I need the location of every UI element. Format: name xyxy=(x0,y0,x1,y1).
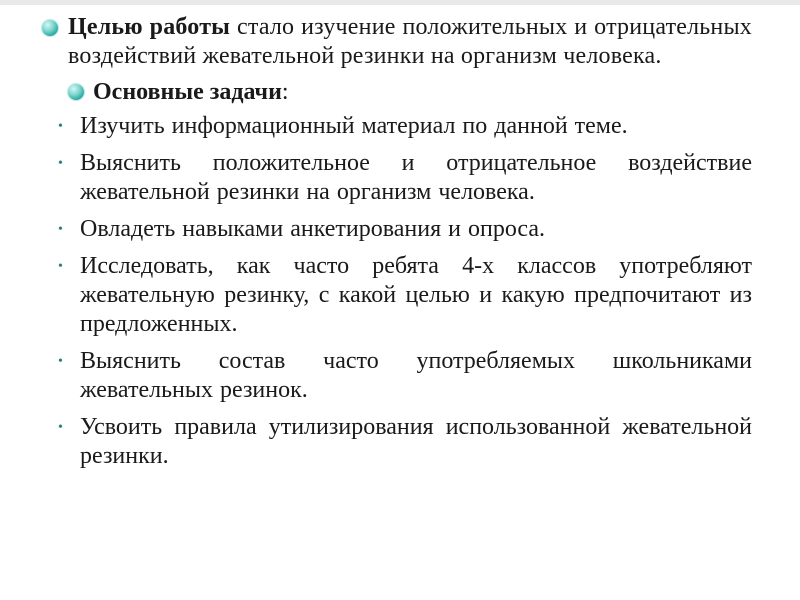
small-dot-icon: • xyxy=(58,222,63,237)
list-item-text: Усвоить правила утилизирования использованной жевательной резинки. xyxy=(80,414,752,469)
teal-orb-icon xyxy=(42,20,58,36)
list-item xyxy=(40,215,752,244)
small-dot-icon: • xyxy=(58,119,63,134)
list-item-text: Исследовать, как часто ребята 4-х классов употребляют жевательную резинку, с какой целью и какую предпочитают из предложенных. xyxy=(80,253,752,337)
list-item xyxy=(40,413,752,471)
list-item xyxy=(40,347,752,405)
tasks-heading-colon: : xyxy=(281,79,289,105)
tasks-list xyxy=(40,112,752,471)
goal-text: стало изучение положительных и отрицательных воздействий жевательной резинки на организм человека. xyxy=(68,14,752,69)
small-dot-icon: • xyxy=(58,259,63,274)
list-item xyxy=(40,149,752,207)
small-dot-icon: • xyxy=(58,156,63,171)
goal-paragraph xyxy=(40,13,752,71)
goal-label: Целью работы xyxy=(68,14,231,40)
list-item-text: Овладеть навыками анкетирования и опроса. xyxy=(80,216,546,242)
teal-orb-icon xyxy=(68,84,84,100)
tasks-heading xyxy=(40,78,752,107)
list-item xyxy=(40,112,752,141)
list-item xyxy=(40,252,752,339)
list-item-text: Выяснить положительное и отрицательное воздействие жевательной резинки на организм человека. xyxy=(80,150,752,205)
small-dot-icon: • xyxy=(58,420,63,435)
list-item-text: Выяснить состав часто употребляемых школьниками жевательных резинок. xyxy=(80,348,752,403)
list-item-text: Изучить информационный материал по данной теме. xyxy=(80,113,628,139)
small-dot-icon: • xyxy=(58,354,63,369)
tasks-heading-label: Основные задачи xyxy=(93,79,282,105)
slide-content xyxy=(40,13,752,479)
